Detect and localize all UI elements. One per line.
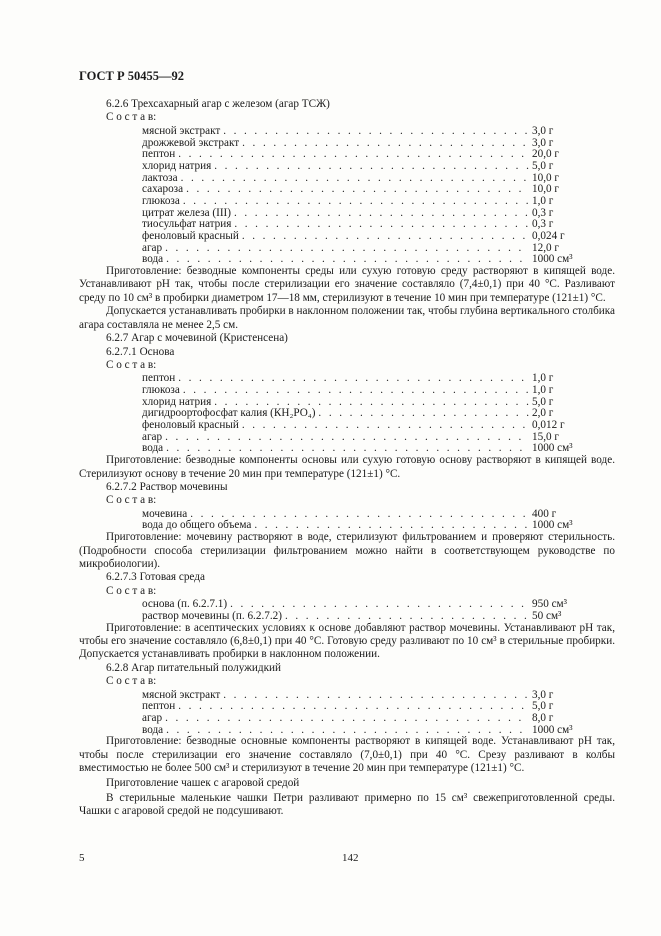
ingredient-row (79, 396, 615, 408)
ingredient-row (79, 230, 615, 242)
ingredient-amount: 2,0 г (532, 407, 554, 420)
ingredient-name: сахароза (142, 183, 184, 196)
ingredient-row (79, 183, 615, 195)
ingredient-row (79, 160, 615, 172)
ingredient-row (79, 419, 615, 431)
ingredient-name: раствор мочевины (п. 6.2.7.2) (142, 609, 282, 622)
ingredient-amount: 0,012 г (532, 419, 565, 432)
ingredient-name: дигидроортофосфат калия (КН₂РО₄) (142, 407, 316, 420)
section-6-2-7-3-title: 6.2.7.3 Готовая среда (106, 571, 205, 584)
ingredient-name: феноловый красный (142, 419, 239, 432)
ingredient-row (79, 253, 615, 265)
ingredient-row (79, 508, 615, 520)
ingredients-list-628 (79, 689, 615, 736)
ingredient-amount: 5,0 г (532, 159, 554, 172)
ingredient-name: основа (п. 6.2.7.1) (142, 598, 228, 611)
ingredient-name: мясной экстракт (142, 124, 221, 137)
ingredient-amount: 3,0 г (532, 136, 554, 149)
ingredient-amount: 1,0 г (532, 194, 554, 207)
ingredient-row (79, 172, 615, 184)
ingredient-amount: 10,0 г (532, 183, 559, 196)
preparation-paragraph: Приготовление: безводные компоненты среды или сухую готовую среду растворяют в кипящей воде. Устанавливают рН так, чтобы после стерилизации его значение составляло (7,4±0,1) при 40 °С. Разливают среду по 10 см³ в пробирки диаметром 17—18 мм, стерилизуют в течение 10 мин при температуре (121±1) °С. (79, 265, 615, 304)
ingredient-row (79, 610, 615, 622)
preparation-paragraph: Приготовление: в асептических условиях к основе добавляют раствор мочевины. Устанавливают рН так, чтобы его значение составляло (6,8±0,1) при 40 °С. Готовую среду разливают по 10 см³ в стерильные пробирки. Допускается устанавливать пробирки в наклонном положении. (79, 621, 615, 661)
ingredient-amount: 5,0 г (532, 395, 554, 408)
ingredient-amount: 1000 см³ (532, 442, 573, 455)
preparation-paragraph: Приготовление: безводные компоненты основы или сухую готовую основу растворяют в кипящей воде. Стерилизуют основу в течение 20 мин при температуре (121±1) °С. (79, 454, 615, 480)
section-6-2-8-title: 6.2.8 Агар питательный полужидкий (106, 661, 281, 674)
ingredient-row (79, 431, 615, 443)
ingredient-name: агар (142, 241, 163, 254)
ingredient-name: вода (142, 723, 164, 736)
preparation-paragraph: Приготовление: мочевину растворяют в воде, стерилизуют фильтрованием и проверяют стерильность. (Подробности способа стерилизации фильтрованием можно найти в соответствующем руководстве по микробиологии). (79, 531, 615, 570)
ingredient-amount: 1,0 г (532, 372, 554, 385)
note-paragraph: Допускается устанавливать пробирки в наклонном положении так, чтобы глубина вертикального столбика агара составляла не менее 2,5 см. (79, 305, 615, 331)
ingredient-row (79, 724, 615, 736)
footer-section-number: 5 (79, 852, 85, 864)
composition-label: С о с т а в: (106, 675, 157, 688)
ingredient-name: мочевина (142, 507, 188, 520)
ingredient-amount: 0,3 г (532, 218, 554, 231)
ingredient-name: агар (142, 430, 163, 443)
ingredient-name: глюкоза (142, 194, 180, 207)
ingredient-row (79, 407, 615, 419)
ingredient-amount: 0,3 г (532, 206, 554, 219)
ingredient-name: пептон (142, 372, 176, 385)
ingredient-row (79, 242, 615, 254)
section-6-2-7-2-title: 6.2.7.2 Раствор мочевины (106, 480, 228, 493)
ingredient-row (79, 137, 615, 149)
ingredient-row (79, 372, 615, 384)
ingredient-name: дрожжевой экстракт (142, 136, 240, 149)
ingredients-list-6273 (79, 598, 615, 621)
document-header: ГОСТ Р 50455—92 (79, 69, 185, 83)
ingredient-name: агар (142, 711, 163, 724)
ingredient-row (79, 712, 615, 724)
ingredient-name: тиосульфат натрия (142, 218, 232, 231)
ingredient-name: хлорид натрия (142, 395, 212, 408)
composition-label: С о с т а в: (106, 584, 157, 597)
ingredient-amount: 15,0 г (532, 430, 559, 443)
ingredient-name: мясной экстракт (142, 688, 221, 701)
ingredient-name: феноловый красный (142, 230, 239, 242)
ingredient-name: лактоза (142, 171, 178, 184)
ingredient-amount: 400 г (532, 507, 557, 520)
page-number: 142 (342, 852, 359, 864)
ingredient-amount: 1000 см³ (532, 723, 573, 736)
ingredient-row (79, 442, 615, 454)
ingredients-list-6271 (79, 372, 615, 454)
ingredient-amount: 3,0 г (532, 688, 554, 701)
ingredient-row (79, 148, 615, 160)
composition-label: С о с т а в: (106, 111, 157, 124)
ingredient-name: цитрат железа (III) (142, 206, 231, 219)
ingredient-amount: 1000 см³ (532, 253, 573, 266)
ingredient-row (79, 207, 615, 219)
ingredient-row (79, 598, 615, 610)
page-content (79, 98, 615, 819)
preparation-paragraph: Приготовление: безводные основные компоненты растворяют в кипящей воде. Устанавливают рН так, чтобы после стерилизации его значение составляло (7,0±0,1) при 40 °С. Срезу разливают в колбы вместимостью не более 500 см³ и стерилизуют в течение 20 мин при температуре (121±1) °С. (79, 735, 615, 775)
ingredient-amount: 50 см³ (532, 609, 562, 622)
ingredient-name: вода (142, 442, 164, 455)
ingredient-amount: 1,0 г (532, 384, 554, 396)
ingredient-name: пептон (142, 700, 176, 713)
ingredient-name: вода (142, 253, 164, 266)
ingredients-list-626 (79, 125, 615, 265)
ingredient-row (79, 195, 615, 207)
ingredient-amount: 10,0 г (532, 171, 559, 184)
section-6-2-6-title: 6.2.6 Трехсахарный агар с железом (агар ТСЖ) (106, 98, 330, 110)
ingredient-name: хлорид натрия (142, 159, 212, 172)
ingredient-name: глюкоза (142, 384, 180, 396)
ingredient-row (79, 689, 615, 701)
ingredient-row (79, 700, 615, 712)
ingredient-row (79, 125, 615, 137)
ingredient-name: вода до общего объема (142, 519, 252, 532)
ingredient-amount: 5,0 г (532, 700, 554, 713)
ingredient-amount: 8,0 г (532, 711, 554, 724)
ingredient-amount: 3,0 г (532, 124, 554, 137)
composition-label: С о с т а в: (106, 494, 157, 507)
ingredient-amount: 20,0 г (532, 148, 559, 161)
ingredient-row (79, 519, 615, 531)
section-6-2-7-1-title: 6.2.7.1 Основа (106, 345, 175, 358)
ingredient-row (79, 384, 615, 396)
petri-dish-paragraph: В стерильные маленькие чашки Петри разливают примерно по 15 см³ свежеприготовленной среды. Чашки с агаровой средой не подсушивают. (79, 791, 615, 818)
ingredient-amount: 950 см³ (532, 598, 567, 611)
ingredient-amount: 12,0 г (532, 241, 559, 254)
composition-label: С о с т а в: (106, 358, 157, 371)
subsection-title: Приготовление чашек с агаровой средой (106, 776, 300, 789)
ingredient-row (79, 218, 615, 230)
ingredient-amount: 0,024 г (532, 230, 565, 242)
section-6-2-7-title: 6.2.7 Агар с мочевиной (Кристенсена) (106, 332, 288, 345)
ingredient-amount: 1000 см³ (532, 519, 573, 532)
ingredient-name: пептон (142, 148, 176, 161)
ingredients-list-6272 (79, 508, 615, 531)
